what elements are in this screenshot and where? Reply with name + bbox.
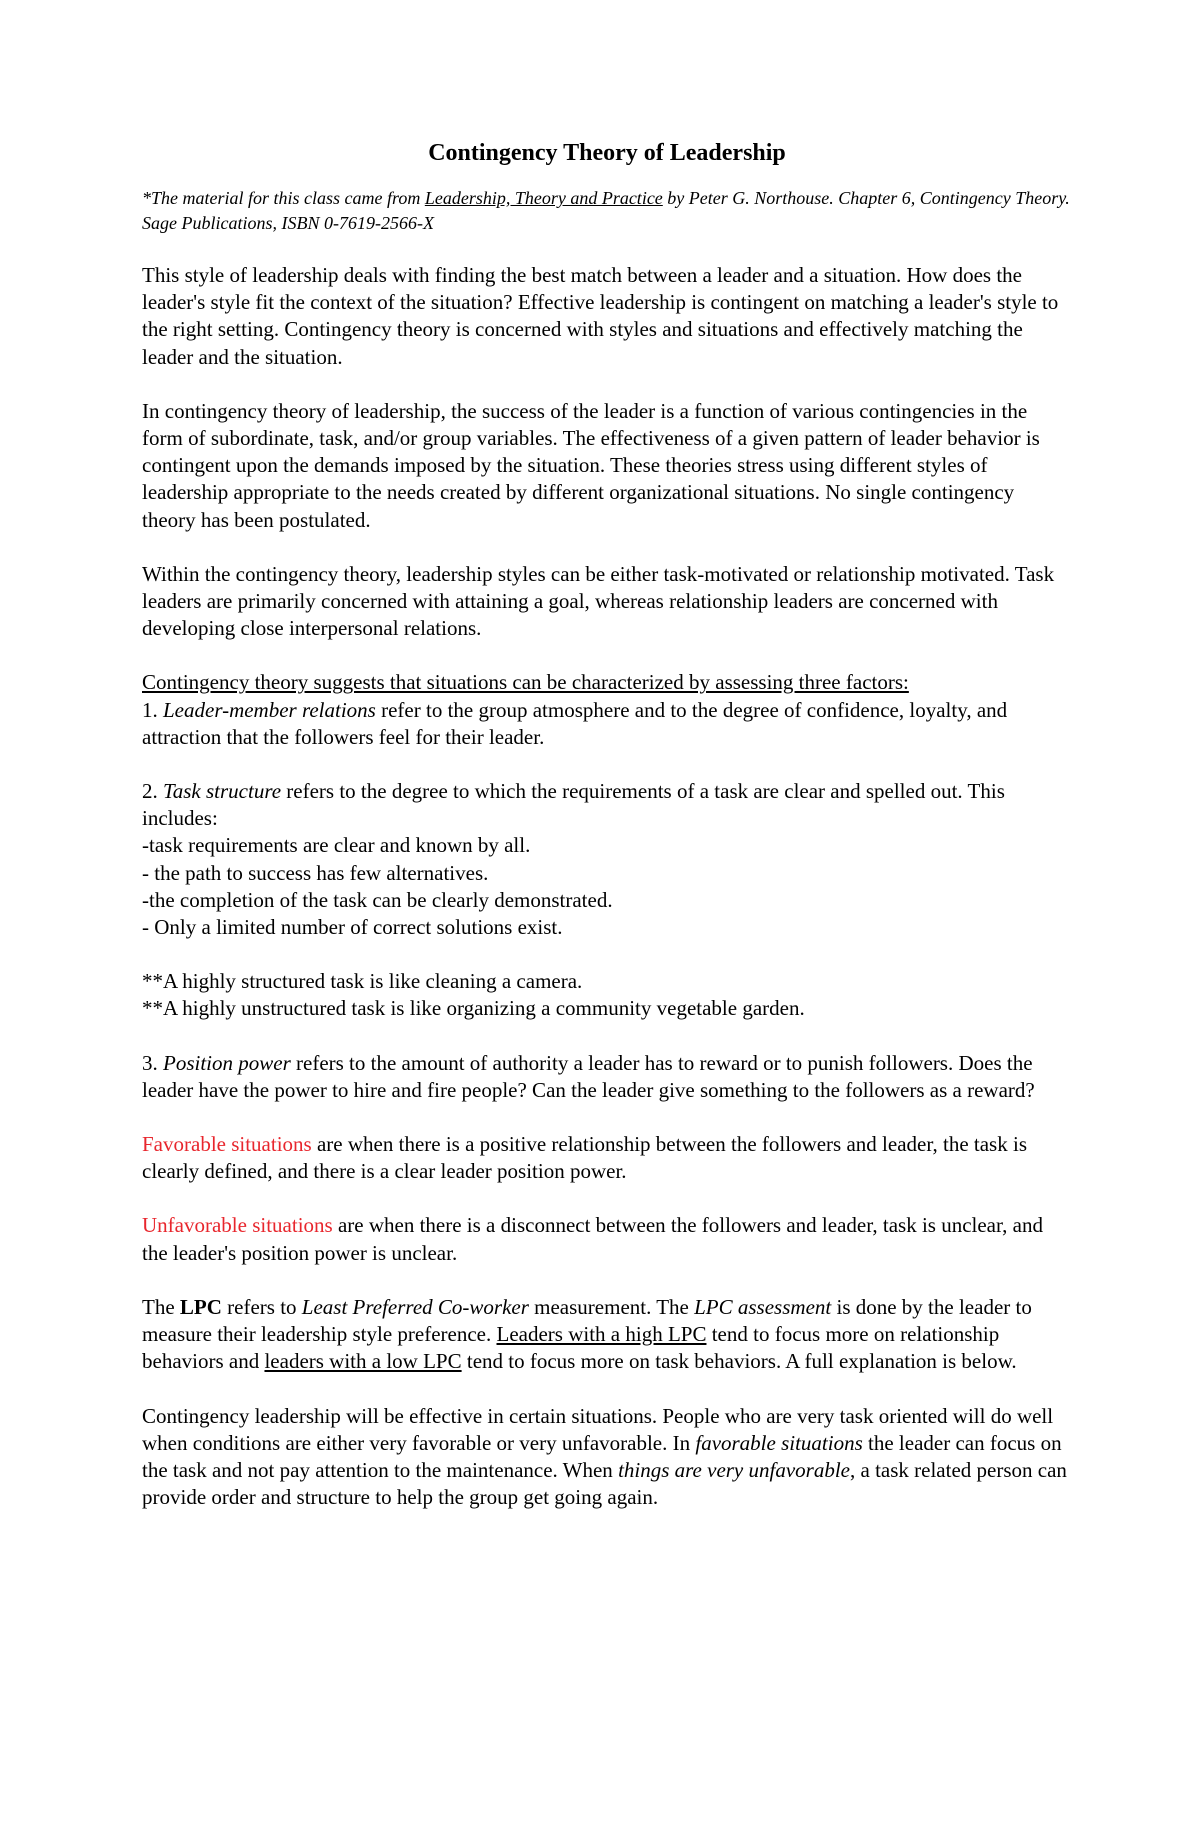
lpc-text-6: tend to focus more on task behaviors. A full explanation is below.: [461, 1349, 1017, 1374]
unfavorable-text: are when there is a disconnect between the followers and leader, task is unclear, and the leader's position power is unclear.: [142, 1213, 1043, 1265]
source-citation: [142, 186, 1072, 236]
factor-1-term: Leader-member relations: [163, 697, 376, 722]
lpc-text-4: is done by the leader to measure their leadership style preference.: [142, 1294, 1032, 1347]
lpc-term: LPC: [179, 1294, 222, 1319]
factor-2-number: 2.: [142, 779, 163, 804]
styles-paragraph: Within the contingency theory, leadership styles can be either task-motivated or relationship motivated. Task leaders are primarily concerned with attaining a goal, whereas relationship leaders are concerned with developing close interpersonal relations.: [142, 561, 1055, 641]
list-item: -the completion of the task can be clearly demonstrated.: [142, 887, 613, 912]
list-item: -task requirements are clear and known by all.: [142, 833, 531, 858]
favorable-paragraph: [142, 1131, 1072, 1185]
example-structured: **A highly structured task is like cleaning a camera.: [142, 969, 583, 994]
list-item: - Only a limited number of correct solutions exist.: [142, 915, 563, 940]
unfavorable-term: Unfavorable situations: [142, 1213, 333, 1238]
factor-2-term: Task structure: [163, 779, 282, 804]
lpc-low: leaders with a low LPC: [264, 1349, 462, 1374]
source-book-title: Leadership, Theory and Practice: [424, 188, 663, 208]
lpc-paragraph: [142, 1294, 1072, 1376]
list-item: - the path to success has few alternatives.: [142, 860, 489, 885]
lpc-text-5: tend to focus more on relationship behaviors and: [142, 1322, 1000, 1374]
factor-3-number: 3.: [142, 1050, 163, 1075]
closing-text-1: Contingency leadership will be effective in certain situations. People who are very task oriented will do well when conditions are either very favorable or very unfavorable. In: [142, 1403, 1054, 1455]
closing-unfavorable: things are very unfavorable: [618, 1457, 850, 1482]
lpc-assessment: LPC assessment: [694, 1294, 832, 1319]
example-unstructured: **A highly unstructured task is like organizing a community vegetable garden.: [142, 996, 805, 1021]
factor-3-text: refers to the amount of authority a leader has to reward or to punish followers. Does the leader have the power to hire and fire people? Can the leader give something to the followers as a reward?: [142, 1050, 1035, 1102]
lpc-text-2: refers to: [221, 1294, 302, 1319]
factor-3-paragraph: [142, 1050, 1072, 1104]
favorable-text: are when there is a positive relationship between the followers and leader, the task is clearly defined, and there is a clear leader position power.: [142, 1132, 1027, 1184]
factor-1-paragraph: [142, 669, 1072, 751]
closing-favorable: favorable situations: [695, 1430, 863, 1455]
factor-1-text: refer to the group atmosphere and to the degree of confidence, loyalty, and attraction that the followers feel for their leader.: [142, 697, 1008, 749]
factor-3-term: Position power: [163, 1050, 291, 1075]
factor-2-paragraph: [142, 778, 1072, 941]
lpc-high: Leaders with a high LPC: [496, 1322, 707, 1347]
favorable-term: Favorable situations: [142, 1132, 312, 1157]
factors-heading: Contingency theory suggests that situations can be characterized by assessing three factors:: [142, 670, 909, 695]
definition-paragraph: In contingency theory of leadership, the success of the leader is a function of various contingencies in the form of subordinate, task, and/or group variables. The effectiveness of a given pattern of leader behavior is contingent upon the demands imposed by the situation. These theories stress using different styles of leadership appropriate to the needs created by different organizational situations. No single contingency theory has been postulated.: [142, 398, 1040, 532]
factor-1-number: 1.: [142, 697, 163, 722]
lpc-text-3: measurement. The: [528, 1294, 695, 1319]
examples-paragraph: [142, 968, 1072, 1022]
closing-text-3: , a task related person can provide order and structure to help the group get going again.: [142, 1457, 1067, 1510]
factor-2-text: refers to the degree to which the requirements of a task are clear and spelled out. This includes:: [142, 779, 1005, 831]
lpc-full-name: Least Preferred Co-worker: [301, 1294, 529, 1319]
lpc-text-1: The: [142, 1294, 180, 1319]
source-suffix: by Peter G. Northouse. Chapter 6, Contingency Theory. Sage Publications, ISBN 0-7619-2566-X: [142, 188, 1070, 233]
page-title: Contingency Theory of Leadership: [428, 140, 786, 166]
document-page: [142, 138, 1072, 1538]
source-prefix: *The material for this class came from: [142, 188, 425, 208]
closing-text-2: the leader can focus on the task and not pay attention to the maintenance. When: [142, 1430, 1062, 1482]
unfavorable-paragraph: [142, 1212, 1072, 1266]
closing-paragraph: [142, 1403, 1072, 1512]
intro-paragraph: This style of leadership deals with finding the best match between a leader and a situation. How does the leader's style fit the context of the situation? Effective leadership is contingent on matching a leader's style to the right setting. Contingency theory is concerned with styles and situations and effectively matching the leader and the situation.: [142, 263, 1059, 369]
